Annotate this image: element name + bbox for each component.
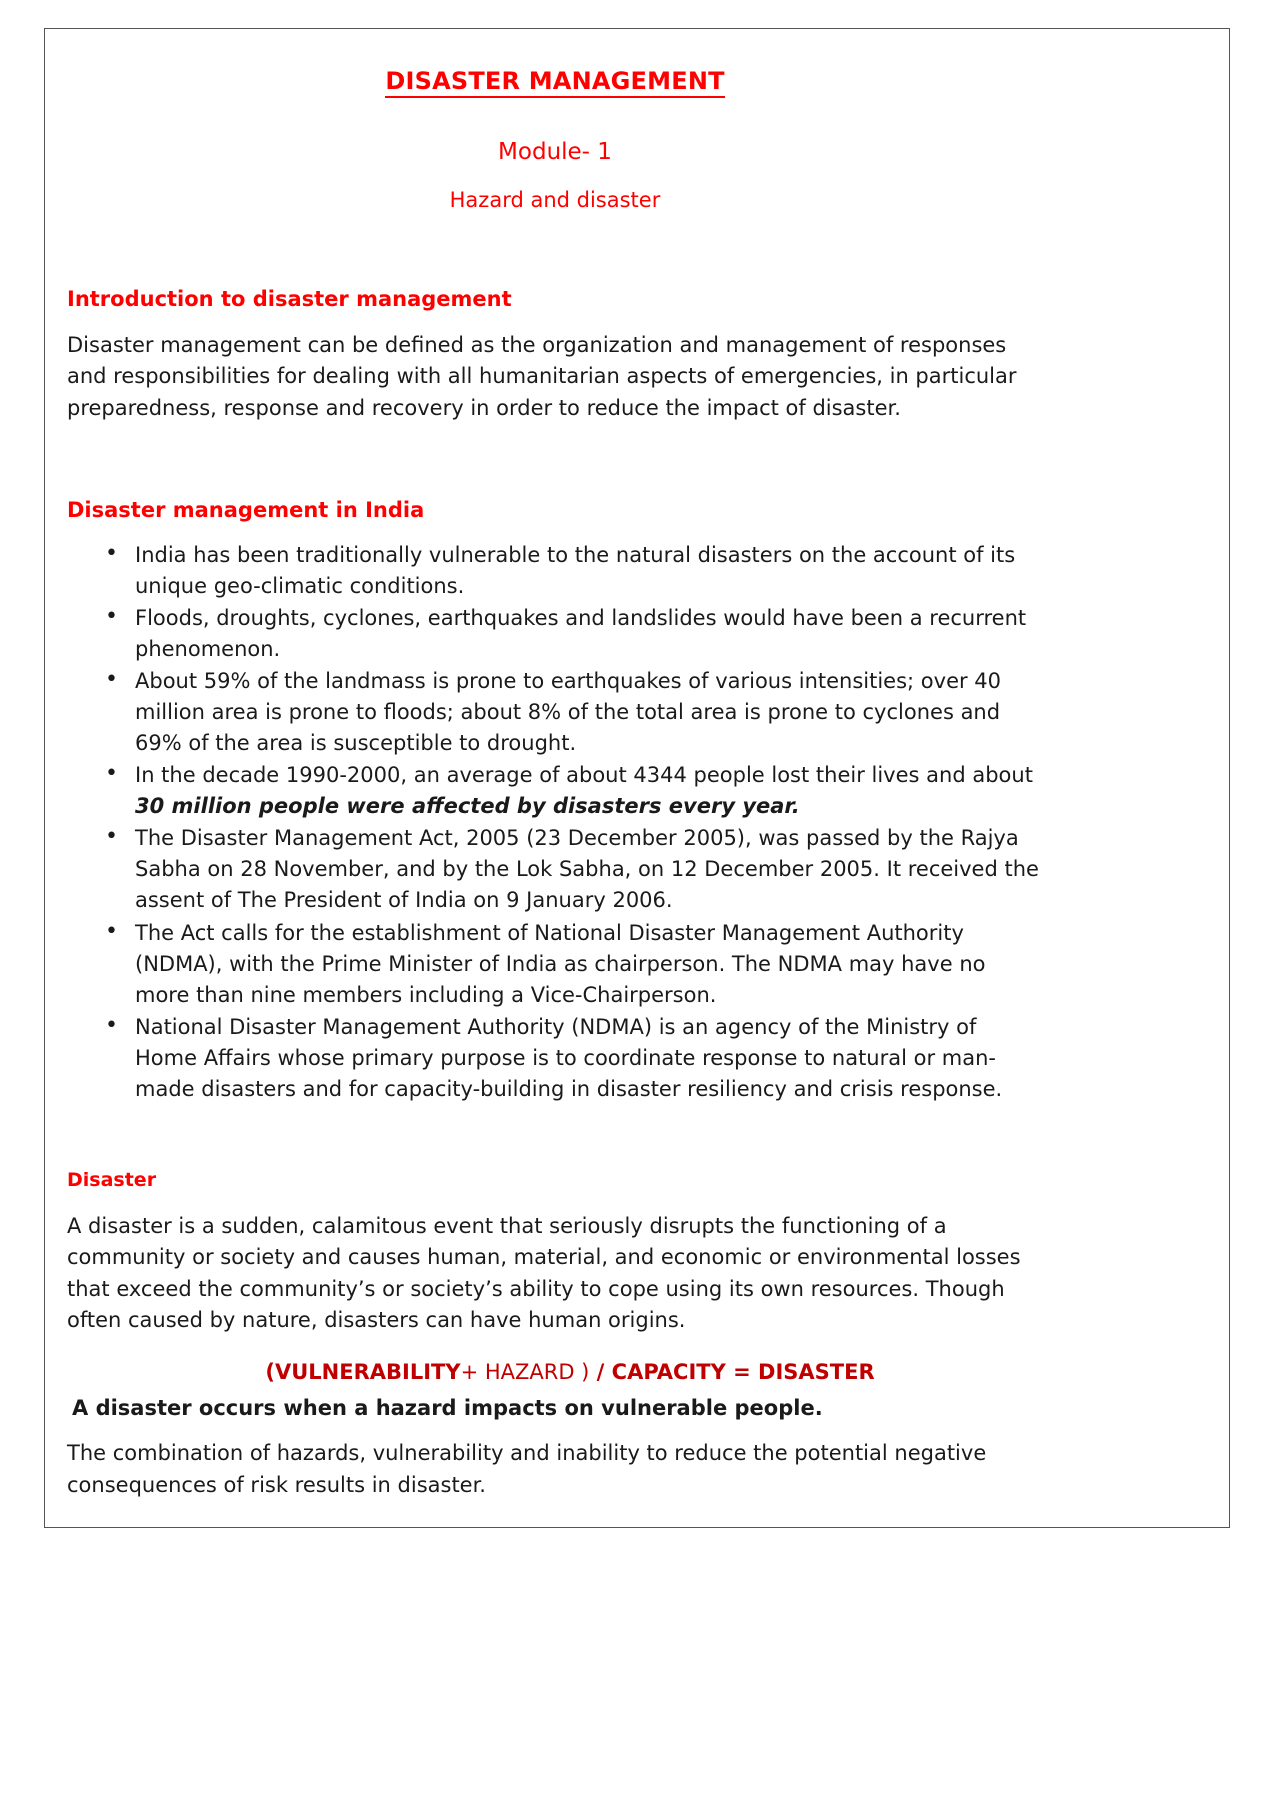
disaster-formula (67, 1359, 1043, 1386)
list-item-text: The Act calls for the establishment of National Disaster Management Authority (NDMA), with the Prime Minister of India as chairperson. The NDMA may have no more than nine members including a Vice-Chairperson. (135, 920, 986, 1007)
disaster-closing-paragraph: The combination of hazards, vulnerability and inability to reduce the potential negative consequences of risk results in disaster. (67, 1441, 987, 1497)
formula-vulnerability: (VULNERABILITY (265, 1359, 461, 1384)
list-item-text: In the decade 1990-2000, an average of about 4344 people lost their lives and about (135, 763, 1033, 788)
disaster-definition-paragraph: A disaster is a sudden, calamitous event that seriously disrupts the functioning of a community or society and causes human, material, and economic or environmental losses that exceed the community’s or society’s ability to cope using its own resources. Though often caused by nature, disasters can have human origins. (67, 1213, 1021, 1333)
section-heading-india: Disaster management in India (67, 498, 425, 523)
formula-hazard: + HAZARD ) (460, 1359, 590, 1384)
list-item (67, 666, 1043, 759)
document-subtitle: Hazard and disaster (449, 188, 661, 213)
disaster-callout: A disaster occurs when a hazard impacts on vulnerable people. (72, 1396, 823, 1421)
list-item-text: India has been traditionally vulnerable to the natural disasters on the account of its unique geo-climatic conditions. (135, 542, 1016, 598)
list-item-emphasis: 30 million people were affected by disasters every year. (135, 794, 800, 819)
section-heading-introduction: Introduction to disaster management (67, 286, 512, 311)
list-item (67, 540, 1043, 602)
page-title (67, 67, 1043, 96)
page-title-text: DISASTER MANAGEMENT (385, 67, 724, 98)
list-item (67, 918, 1043, 1011)
list-item (67, 603, 1043, 665)
list-item (67, 1012, 1043, 1105)
introduction-paragraph: Disaster management can be defined as the organization and management of responses and responsibilities for dealing with all humanitarian aspects of emergencies, in particular preparedness, response and recovery in order to reduce the impact of disaster. (67, 332, 1017, 420)
formula-capacity-disaster: / CAPACITY = DISASTER (589, 1359, 875, 1384)
module-label: Module- 1 (498, 138, 612, 165)
list-item (67, 823, 1043, 916)
section-heading-disaster: Disaster (67, 1168, 157, 1191)
india-bullet-list (67, 540, 1043, 1105)
list-item-text: The Disaster Management Act, 2005 (23 December 2005), was passed by the Rajya Sabha on 28 November, and by the Lok Sabha, on 12 December 2005. It received the assent of The President of India on 9 January 2006. (135, 826, 1039, 913)
list-item (67, 760, 1043, 822)
list-item-text: About 59% of the landmass is prone to earthquakes of various intensities; over 40 million area is prone to floods; about 8% of the total area is prone to cyclones and 69% of the area is susceptible to drought. (135, 668, 1002, 756)
document-content (67, 52, 1043, 1501)
list-item-text: Floods, droughts, cyclones, earthquakes and landslides would have been a recurrent phenomenon. (135, 605, 1027, 661)
list-item-text: National Disaster Management Authority (NDMA) is an agency of the Ministry of Home Affairs whose primary purpose is to coordinate response to natural or man-made disasters and for capacity-building in disaster resiliency and crisis response. (135, 1014, 1003, 1101)
